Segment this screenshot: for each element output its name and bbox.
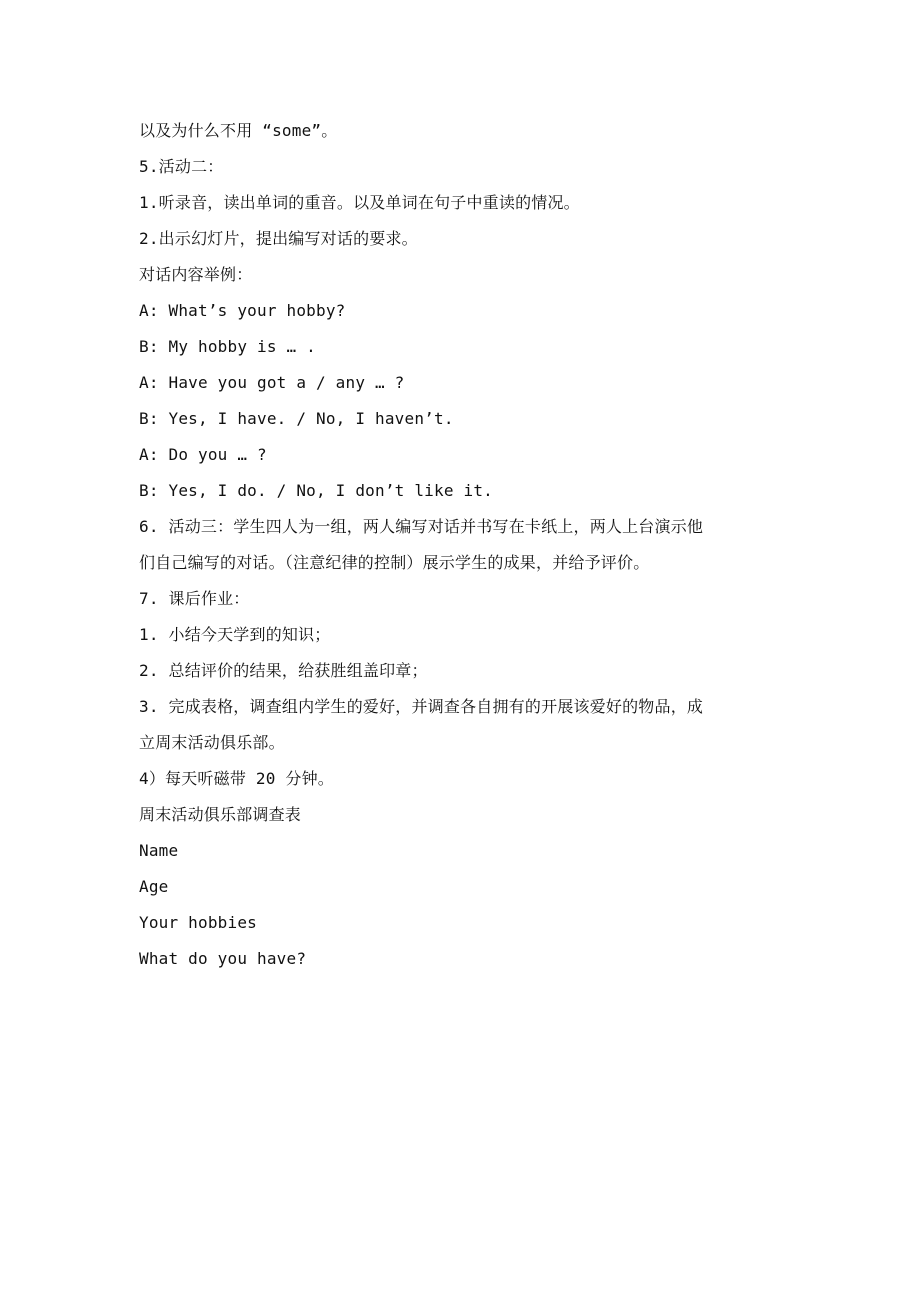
list-item: 4）每天听磁带 20 分钟。 [139, 769, 334, 788]
list-item: 3. 完成表格，调查组内学生的爱好，并调查各自拥有的开展该爱好的物品，成 [139, 697, 704, 716]
survey-field-name: Name [139, 841, 179, 860]
section-heading-activity-3: 6. 活动三：学生四人为一组，两人编写对话并书写在卡纸上，两人上台演示他 [139, 517, 704, 536]
section-heading-activity-2: 5.活动二： [139, 157, 224, 176]
text-line: 立周末活动俱乐部。 [139, 733, 285, 752]
dialogue-line: A: Do you … ? [139, 445, 267, 464]
dialogue-line: B: My hobby is … . [139, 337, 316, 356]
list-item: 1. 小结今天学到的知识； [139, 625, 331, 644]
text-line: 们自己编写的对话。（注意纪律的控制）展示学生的成果，并给予评价。 [139, 553, 650, 572]
list-item: 2.出示幻灯片，提出编写对话的要求。 [139, 229, 418, 248]
dialogue-line: A: What’s your hobby? [139, 301, 346, 320]
section-heading-homework: 7. 课后作业： [139, 589, 250, 608]
survey-title: 周末活动俱乐部调查表 [139, 805, 302, 824]
dialogue-line: B: Yes, I do. / No, I don’t like it. [139, 481, 493, 500]
survey-field-age: Age [139, 877, 169, 896]
document-body [139, 113, 789, 977]
text-line: 以及为什么不用 “some”。 [139, 121, 338, 140]
list-item: 2. 总结评价的结果，给获胜组盖印章； [139, 661, 428, 680]
list-item: 1.听录音，读出单词的重音。以及单词在句子中重读的情况。 [139, 193, 580, 212]
survey-field-hobbies: Your hobbies [139, 913, 257, 932]
dialogue-example-heading: 对话内容举例： [139, 265, 253, 284]
dialogue-line: B: Yes, I have. / No, I haven’t. [139, 409, 454, 428]
survey-field-have: What do you have? [139, 949, 307, 968]
dialogue-line: A: Have you got a / any … ? [139, 373, 405, 392]
